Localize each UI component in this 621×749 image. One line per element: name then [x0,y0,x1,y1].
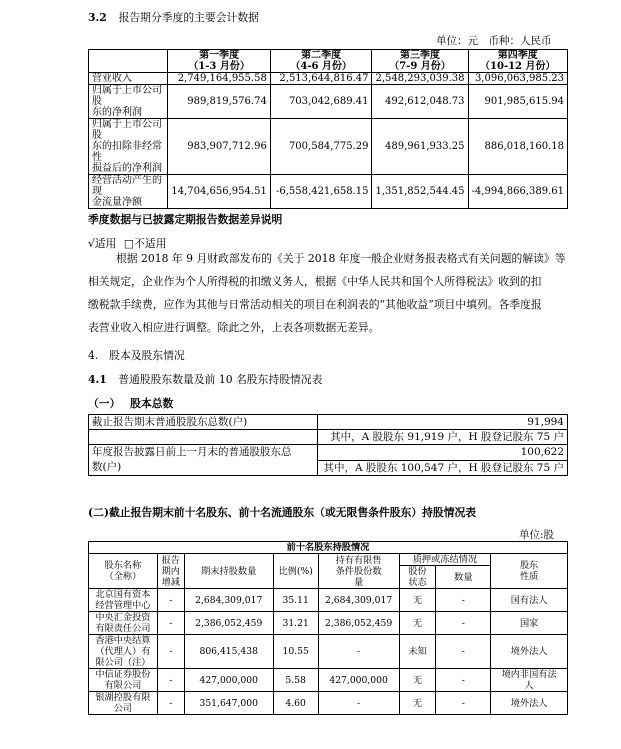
holder-shares: 351,647,000 [184,692,273,715]
table-row [89,119,568,175]
table-row [89,430,568,445]
cell-value: 901,985,615.94 [468,85,567,119]
table-row [89,85,568,119]
table-row [89,669,568,692]
holder-nature: 境内非国有法 人 [491,669,568,692]
cell-value: 1,351,852,544.45 [372,175,468,209]
holder-qty: - [436,635,491,669]
row-label: 截止报告期末普通股股东总数(户) [89,415,318,430]
section-4-title: 4. 股本及股东情况 [88,349,185,362]
row-label: 归属于上市公司股 东的扣除非经常性 损益后的净利润 [89,119,168,175]
cell-value: -6,558,421,658.15 [270,175,372,209]
table-row [89,635,568,669]
holder-name: 银湖控股有限 公司 [89,692,158,715]
table-row [89,445,568,461]
holder-nature: 国有法人 [491,589,568,612]
cell-value: 492,612,048.73 [372,85,468,119]
quarter-header: 第一季度 （1-3 月份） [168,50,270,73]
header-row [89,554,568,566]
diff-title: 季度数据与已披露定期报告数据差异说明 [88,213,283,226]
holder-name: 中信证券股份 有限公司 [89,669,158,692]
row-label: 营业收入 [89,73,168,85]
shareholder-total-table [88,414,568,476]
holder-qty: - [436,692,491,715]
holder-name: 北京国有资本 经营管理中心 [89,589,158,612]
holder-name: 香港中央结算 （代理人）有 限公司（注） [89,635,158,669]
cell-detail: 其中，A 股股东 100,547 户，H 股登记股东 75 户 [318,460,568,476]
applicable-yes: √适用 [88,237,117,250]
header-name: 股东名称 （全称） [89,554,158,589]
holder-change: - [157,589,184,612]
header-pledge-status: 股份 状态 [399,566,436,589]
diff-paragraph: 根据 2018 年 9 月财政部发布的《关于 2018 年度一般企业财务报表格式有关问题的解读》等 相关规定，企业作为个人所得税的扣缴义务人，根据《中华人民共和国个人所得税法》收到的扣 缴税款手续费，应作为其他与日常活动相关的项目在利润表的“其他收益”项目中填列。各季度报 表营业收入相应进行调整。除此之外，上表各项数据无差异。 [88,252,566,334]
header-restricted: 持有有限售 条件股份数 量 [318,554,399,589]
cell-value: 703,042,689.41 [270,85,372,119]
holder-status: 无 [399,692,436,715]
holder-restricted: - [318,692,399,715]
cell-value: 700,584,775.29 [270,119,372,175]
cell-value: 3,096,063,985.23 [468,73,567,85]
holder-name: 中央汇金投资 有限责任公司 [89,612,158,635]
header-change: 报告 期内 增减 [157,554,184,589]
quarterly-data-table [88,49,568,209]
holder-change: - [157,635,184,669]
holder-restricted: 2,386,052,459 [318,612,399,635]
holder-change: - [157,612,184,635]
cell-value: 2,548,293,039.38 [372,73,468,85]
holder-shares: 2,684,309,017 [184,589,273,612]
holder-shares: 806,415,438 [184,635,273,669]
caption-row [89,542,568,554]
holder-status: 无 [399,612,436,635]
holder-change: - [157,692,184,715]
quarter-header: 第二季度 （4-6 月份） [270,50,372,73]
table-row [89,415,568,430]
section-title: 报告期分季度的主要会计数据 [118,11,259,24]
section-3-2-title [88,10,259,25]
unit-currency-line: 单位：元 币种：人民币 [436,35,552,47]
holder-change: - [157,669,184,692]
cell-value: 2,513,644,816.47 [270,73,372,85]
sub-section-2-title: (二)截止报告期末前十名股东、前十名流通股东（或无限售条件股东）持股情况表 [88,506,477,519]
holder-qty: - [436,589,491,612]
holder-restricted: - [318,635,399,669]
table-row [89,692,568,715]
table-row [89,612,568,635]
table-row [89,589,568,612]
cell-value: 2,749,164,955.58 [168,73,270,85]
holder-qty: - [436,612,491,635]
table-caption: 前十名股东持股情况 [89,542,568,554]
section-number: 3.2 [88,11,107,24]
applicable-no: □不适用 [123,237,167,250]
header-nature: 股东 性质 [491,554,568,589]
section-4-1-title: 4.1 普通股股东数量及前 10 名股东持股情况表 [88,373,323,386]
holder-qty: - [436,669,491,692]
table-row [89,175,568,209]
unit-shares: 单位:股 [519,529,555,541]
quarter-header-row [89,50,568,73]
cell-value: 989,819,576.74 [168,85,270,119]
top-holders-table [88,541,568,715]
row-label: 归属于上市公司股 东的净利润 [89,85,168,119]
holder-shares: 2,386,052,459 [184,612,273,635]
header-shares: 期末持股数量 [184,554,273,589]
holder-status: 无 [399,669,436,692]
header-ratio: 比例(%) [273,554,318,589]
holder-shares: 427,000,000 [184,669,273,692]
sub-section-1-title: （一） 股本总数 [88,397,174,410]
cell-value: 489,961,933.25 [372,119,468,175]
cell-value: 100,622 [318,445,568,461]
header-pledge-qty: 数量 [436,566,491,589]
holder-restricted: 2,684,309,017 [318,589,399,612]
row-label: 经营活动产生的现 金流量净额 [89,175,168,209]
holder-nature: 境外法人 [491,635,568,669]
holder-ratio: 4.60 [273,692,318,715]
table-row [89,73,568,85]
cell-detail: 其中，A 股股东 91,919 户，H 股登记股东 75 户 [318,430,568,445]
cell-value: 91,994 [318,415,568,430]
holder-status: 无 [399,589,436,612]
quarter-header: 第四季度 （10-12 月份） [468,50,567,73]
holder-nature: 境外法人 [491,692,568,715]
holder-restricted: 427,000,000 [318,669,399,692]
holder-ratio: 31.21 [273,612,318,635]
cell-value: 983,907,712.96 [168,119,270,175]
holder-ratio: 10.55 [273,635,318,669]
holder-ratio: 35.11 [273,589,318,612]
quarter-header: 第三季度 （7-9 月份） [372,50,468,73]
holder-status: 未知 [399,635,436,669]
header-pledge: 质押或冻结情况 [399,554,491,566]
cell-value: 14,704,656,954.51 [168,175,270,209]
row-label: 年度报告披露日前上一月末的普通股股东总 数(户) [89,445,318,476]
holder-nature: 国家 [491,612,568,635]
cell-value: 886,018,160.18 [468,119,567,175]
holder-ratio: 5.58 [273,669,318,692]
cell-value: -4,994,866,389.61 [468,175,567,209]
